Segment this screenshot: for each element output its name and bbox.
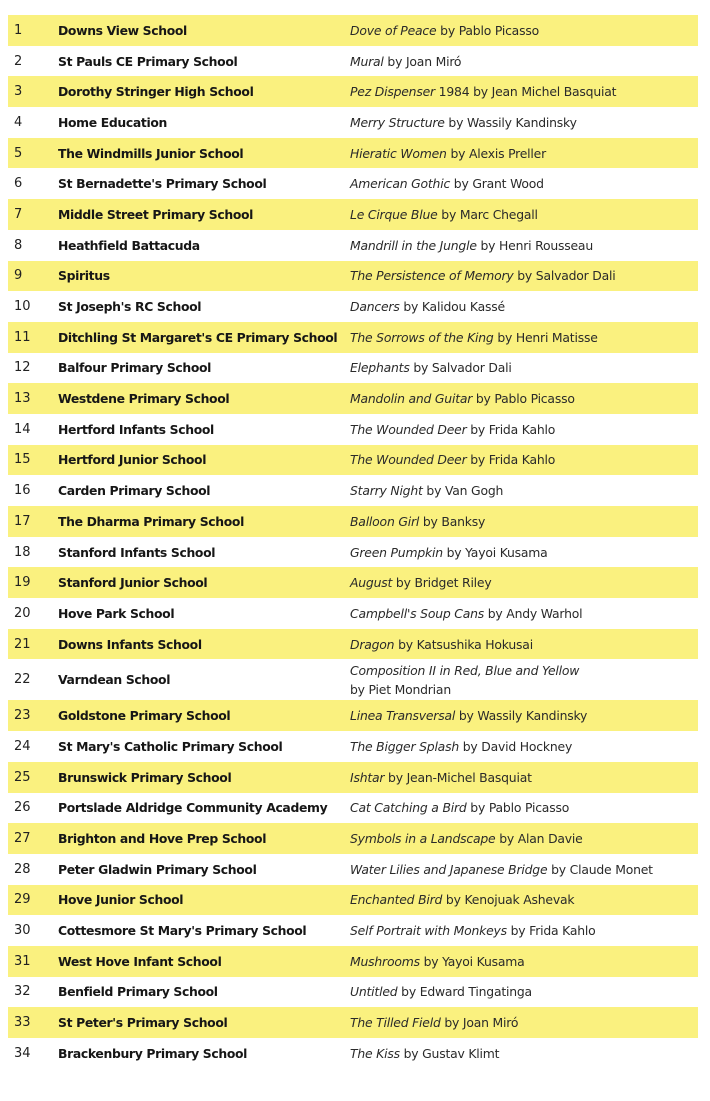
table-row xyxy=(8,230,698,261)
table-row xyxy=(8,946,698,977)
artwork-title: Mushrooms xyxy=(350,953,420,969)
artwork-credit xyxy=(350,52,698,71)
school-name: St Bernadette's Primary School xyxy=(58,176,267,192)
row-number: 25 xyxy=(14,769,31,785)
table-row xyxy=(8,107,698,138)
table-row xyxy=(8,567,698,598)
table-row xyxy=(8,475,698,506)
table-row xyxy=(8,598,698,629)
table-row xyxy=(8,731,698,762)
artwork-title: Green Pumpkin xyxy=(350,544,443,560)
artwork-title: The Wounded Deer xyxy=(350,452,467,468)
artwork-credit xyxy=(350,829,698,848)
school-name: Goldstone Primary School xyxy=(58,708,231,724)
artist-credit: by Joan Miró xyxy=(383,53,462,69)
artwork-title: Self Portrait with Monkeys xyxy=(350,923,507,939)
artwork-credit xyxy=(350,543,698,562)
artwork-credit xyxy=(350,952,698,971)
school-name: Middle Street Primary School xyxy=(58,206,254,222)
table-row xyxy=(8,885,698,916)
artist-credit: by Claude Monet xyxy=(547,861,653,877)
row-number: 33 xyxy=(14,1015,31,1031)
artwork-credit xyxy=(350,174,698,193)
row-number: 3 xyxy=(14,84,23,100)
school-name: Downs View School xyxy=(58,22,187,38)
school-name: Dorothy Stringer High School xyxy=(58,84,254,100)
school-name: Hove Park School xyxy=(58,605,175,621)
artist-credit: by Jean-Michel Basquiat xyxy=(384,769,532,785)
artist-credit: by Frida Kahlo xyxy=(506,923,596,939)
school-name: Brunswick Primary School xyxy=(58,769,232,785)
artist-credit: by Frida Kahlo xyxy=(466,452,556,468)
row-number: 12 xyxy=(14,360,31,376)
artwork-title: Merry Structure xyxy=(350,114,445,130)
artist-credit: by Pablo Picasso xyxy=(472,391,575,407)
artist-credit: by Alan Davie xyxy=(495,831,583,847)
artwork-title: Starry Night xyxy=(350,483,423,499)
artist-credit: by Pablo Picasso xyxy=(466,800,570,816)
school-name: Heathfield Battacuda xyxy=(58,237,200,253)
row-number: 31 xyxy=(14,953,31,969)
artist-credit: by Henri Rousseau xyxy=(476,237,593,253)
row-number: 23 xyxy=(14,708,31,724)
artist-credit: by Henri Matisse xyxy=(493,329,598,345)
row-number: 17 xyxy=(14,513,31,529)
artwork-credit xyxy=(350,1013,698,1032)
artwork-credit xyxy=(350,604,698,623)
artwork-title: Campbell's Soup Cans xyxy=(350,605,485,621)
artwork-credit xyxy=(350,358,698,377)
artwork-title: Dove of Peace xyxy=(350,22,437,38)
artwork-title: Water Lilies and Japanese Bridge xyxy=(350,861,548,877)
school-artwork-table xyxy=(8,15,698,1069)
artwork-title: Untitled xyxy=(350,984,398,1000)
table-row xyxy=(8,915,698,946)
artist-credit: by David Hockney xyxy=(459,738,573,754)
table-row xyxy=(8,506,698,537)
artwork-title: Le Cirque Blue xyxy=(350,206,438,222)
artwork-credit xyxy=(350,706,698,725)
artwork-credit xyxy=(350,661,698,699)
artist-credit: by Wassily Kandinsky xyxy=(455,708,588,724)
row-number: 5 xyxy=(14,145,23,161)
table-row xyxy=(8,823,698,854)
table-row xyxy=(8,168,698,199)
artist-credit: by Edward Tingatinga xyxy=(397,984,532,1000)
artwork-title: Dragon xyxy=(350,636,395,652)
school-name: St Mary's Catholic Primary School xyxy=(58,738,283,754)
row-number: 20 xyxy=(14,605,31,621)
artwork-title: The Sorrows of the King xyxy=(350,329,494,345)
artist-credit: by Wassily Kandinsky xyxy=(444,114,577,130)
artwork-credit xyxy=(350,297,698,316)
artist-credit: by Kalidou Kassé xyxy=(399,299,505,315)
school-name: Varndean School xyxy=(58,672,171,688)
artwork-credit xyxy=(350,389,698,408)
row-number: 34 xyxy=(14,1045,31,1061)
artist-credit: by Van Gogh xyxy=(422,483,504,499)
table-row xyxy=(8,762,698,793)
artwork-title: Hieratic Women xyxy=(350,145,447,161)
row-number: 26 xyxy=(14,800,31,816)
artwork-credit xyxy=(350,982,698,1001)
artwork-credit xyxy=(350,573,698,592)
school-name: Hertford Infants School xyxy=(58,421,214,437)
artwork-title: Cat Catching a Bird xyxy=(350,800,467,816)
school-name: Stanford Infants School xyxy=(58,544,216,560)
row-number: 30 xyxy=(14,923,31,939)
artist-credit: by Piet Mondrian xyxy=(350,681,451,697)
table-row xyxy=(8,199,698,230)
artwork-title: The Tilled Field xyxy=(350,1015,441,1031)
table-row xyxy=(8,854,698,885)
artwork-credit xyxy=(350,512,698,531)
artist-credit: by Kenojuak Ashevak xyxy=(442,892,575,908)
artist-credit: by Marc Chegall xyxy=(437,206,538,222)
artwork-credit xyxy=(350,768,698,787)
artwork-title: Elephants xyxy=(350,360,410,376)
table-row xyxy=(8,46,698,77)
school-name: West Hove Infant School xyxy=(58,953,222,969)
artwork-credit xyxy=(350,21,698,40)
school-name: Portslade Aldridge Community Academy xyxy=(58,800,328,816)
row-number: 2 xyxy=(14,53,23,69)
artwork-credit xyxy=(350,921,698,940)
row-number: 32 xyxy=(14,984,31,1000)
artwork-title: The Persistence of Memory xyxy=(350,268,514,284)
row-number: 16 xyxy=(14,483,31,499)
artwork-credit xyxy=(350,266,698,285)
table-row xyxy=(8,659,698,700)
artwork-credit xyxy=(350,328,698,347)
table-row xyxy=(8,445,698,476)
school-name: St Peter's Primary School xyxy=(58,1015,228,1031)
row-number: 11 xyxy=(14,329,31,345)
table-row xyxy=(8,76,698,107)
artwork-credit xyxy=(350,1044,698,1063)
artist-credit: by Salvador Dali xyxy=(513,268,616,284)
artwork-credit xyxy=(350,420,698,439)
artist-credit: 1984 by Jean Michel Basquiat xyxy=(434,84,617,100)
artwork-title: Composition II in Red, Blue and Yellow xyxy=(350,662,580,678)
school-name: Brackenbury Primary School xyxy=(58,1045,248,1061)
row-number: 7 xyxy=(14,206,23,222)
table-row xyxy=(8,138,698,169)
artist-credit: by Frida Kahlo xyxy=(466,421,556,437)
artwork-title: Mandolin and Guitar xyxy=(350,391,473,407)
school-name: Westdene Primary School xyxy=(58,391,230,407)
artwork-title: Ishtar xyxy=(350,769,385,785)
artwork-credit xyxy=(350,635,698,654)
row-number: 10 xyxy=(14,299,31,315)
artwork-credit xyxy=(350,144,698,163)
artwork-title: Enchanted Bird xyxy=(350,892,443,908)
artist-credit: by Banksy xyxy=(419,513,486,529)
artist-credit: by Salvador Dali xyxy=(409,360,512,376)
artwork-credit xyxy=(350,890,698,909)
artist-credit: by Yayoi Kusama xyxy=(442,544,548,560)
table-row xyxy=(8,15,698,46)
school-name: Home Education xyxy=(58,114,167,130)
row-number: 15 xyxy=(14,452,31,468)
table-row xyxy=(8,353,698,384)
table-row xyxy=(8,629,698,660)
artwork-title: The Kiss xyxy=(350,1045,400,1061)
artwork-title: Pez Dispenser xyxy=(350,84,435,100)
artist-credit: by Yayoi Kusama xyxy=(419,953,525,969)
artwork-credit xyxy=(350,82,698,101)
table-row xyxy=(8,1038,698,1069)
artwork-title: Balloon Girl xyxy=(350,513,420,529)
artwork-credit xyxy=(350,737,698,756)
table-row xyxy=(8,414,698,445)
school-name: Carden Primary School xyxy=(58,483,211,499)
school-name: St Joseph's RC School xyxy=(58,299,202,315)
artwork-title: Symbols in a Landscape xyxy=(350,831,496,847)
artist-credit: by Grant Wood xyxy=(450,176,544,192)
row-number: 9 xyxy=(14,268,23,284)
artwork-title: Linea Transversal xyxy=(350,708,456,724)
artwork-title: The Bigger Splash xyxy=(350,738,459,754)
row-number: 22 xyxy=(14,672,31,688)
school-name: Brighton and Hove Prep School xyxy=(58,831,267,847)
school-name: Hertford Junior School xyxy=(58,452,207,468)
school-name: Spiritus xyxy=(58,268,110,284)
table-row xyxy=(8,291,698,322)
row-number: 27 xyxy=(14,831,31,847)
artist-credit: by Pablo Picasso xyxy=(436,22,539,38)
row-number: 6 xyxy=(14,176,23,192)
row-number: 28 xyxy=(14,861,31,877)
artwork-credit xyxy=(350,450,698,469)
row-number: 4 xyxy=(14,114,23,130)
row-number: 19 xyxy=(14,575,31,591)
table-row xyxy=(8,261,698,292)
artwork-credit xyxy=(350,481,698,500)
artwork-title: The Wounded Deer xyxy=(350,421,467,437)
table-row xyxy=(8,383,698,414)
school-name: Downs Infants School xyxy=(58,636,202,652)
school-name: Hove Junior School xyxy=(58,892,184,908)
school-name: Benfield Primary School xyxy=(58,984,218,1000)
artist-credit: by Gustav Klimt xyxy=(399,1045,500,1061)
table-row xyxy=(8,322,698,353)
artwork-title: Mural xyxy=(350,53,384,69)
table-row xyxy=(8,700,698,731)
table-row xyxy=(8,977,698,1008)
row-number: 1 xyxy=(14,22,23,38)
school-name: Ditchling St Margaret's CE Primary School xyxy=(58,329,338,345)
table-row xyxy=(8,793,698,824)
artwork-credit xyxy=(350,236,698,255)
artwork-title: American Gothic xyxy=(350,176,451,192)
artwork-title: Dancers xyxy=(350,299,400,315)
school-name: The Dharma Primary School xyxy=(58,513,244,529)
artist-credit: by Katsushika Hokusai xyxy=(394,636,533,652)
school-name: Cottesmore St Mary's Primary School xyxy=(58,923,307,939)
artwork-title: August xyxy=(350,575,393,591)
artist-credit: by Bridget Riley xyxy=(392,575,492,591)
table-row xyxy=(8,1007,698,1038)
school-name: Stanford Junior School xyxy=(58,575,208,591)
school-name: Balfour Primary School xyxy=(58,360,212,376)
row-number: 14 xyxy=(14,421,31,437)
artwork-credit xyxy=(350,205,698,224)
row-number: 21 xyxy=(14,636,31,652)
row-number: 29 xyxy=(14,892,31,908)
school-name: St Pauls CE Primary School xyxy=(58,53,238,69)
artist-credit: by Alexis Preller xyxy=(446,145,546,161)
row-number: 13 xyxy=(14,391,31,407)
row-number: 8 xyxy=(14,237,23,253)
artist-credit: by Andy Warhol xyxy=(484,605,583,621)
artwork-credit xyxy=(350,860,698,879)
row-number: 24 xyxy=(14,738,31,754)
table-row xyxy=(8,537,698,568)
artwork-title: Mandrill in the Jungle xyxy=(350,237,477,253)
school-name: The Windmills Junior School xyxy=(58,145,244,161)
artwork-credit xyxy=(350,113,698,132)
artwork-credit xyxy=(350,798,698,817)
school-name: Peter Gladwin Primary School xyxy=(58,861,257,877)
row-number: 18 xyxy=(14,544,31,560)
artist-credit: by Joan Miró xyxy=(440,1015,519,1031)
